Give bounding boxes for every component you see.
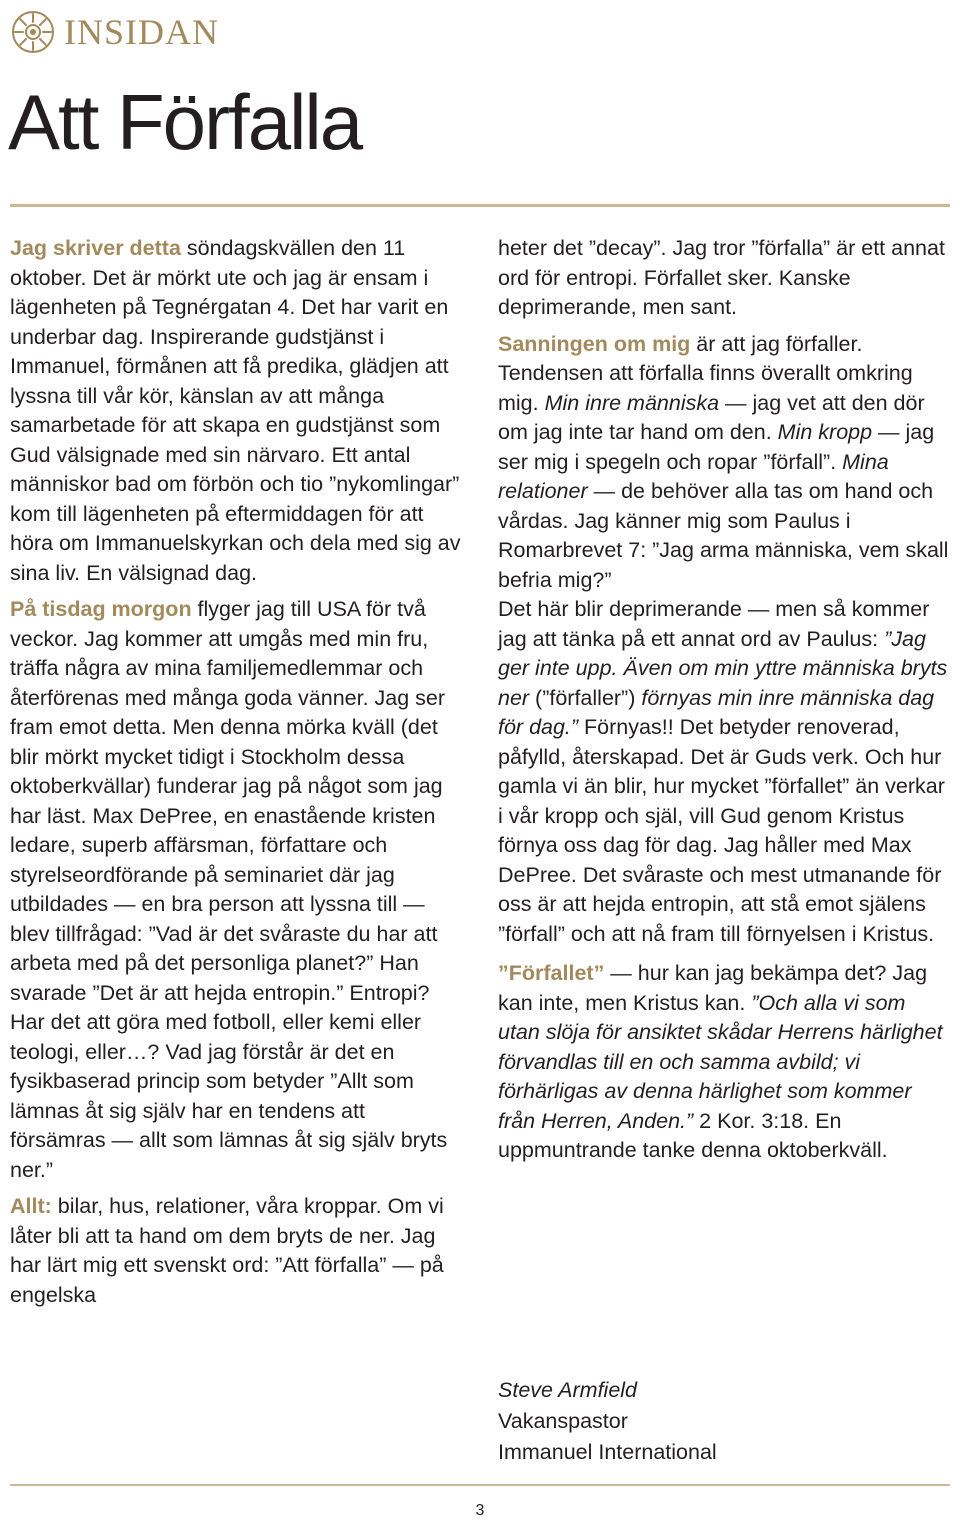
paragraph-text: Förnyas!! Det betyder renoverad, påfylld, återskapad. Det är Guds verk. Och hur gamla vi än blir, hur mycket ”förfallet” än verkar i vår kropp och själ, vill Gud genom Kristus förnya oss dag för dag. Jag håller med Max DePree. Det svåraste och mest utmanande för oss är att hejda entropin, att stå emot själens ”förfall” och att nå fram till förnyelsen i Kristus. xyxy=(498,715,945,946)
paragraph-text: är att jag förfaller. Tendensen att förfalla finns överallt omkring mig. xyxy=(498,331,913,415)
paragraph-text: bilar, hus, relationer, våra kroppar. Om vi låter bli att ta hand om dem bryts de ner. Jag har lärt mig ett svenskt ord: ”Att förfalla” — på engelska xyxy=(10,1194,444,1307)
lead-in: Jag skriver detta xyxy=(10,236,181,260)
page-header xyxy=(10,10,219,54)
paragraph-text: 2 Kor. 3:18. En uppmuntrande tanke denna oktoberkväll. xyxy=(498,1108,888,1162)
paragraph xyxy=(498,234,950,323)
brand-name: INSIDAN xyxy=(64,12,219,52)
paragraph-text: — hur kan jag bekämpa det? Jag kan inte, men Kristus kan. xyxy=(498,961,928,1015)
page-title: Att Förfalla xyxy=(8,78,362,166)
italic-text: Min inre människa xyxy=(544,390,720,415)
bottom-divider xyxy=(10,1484,950,1486)
left-column xyxy=(10,234,465,1310)
paragraph xyxy=(10,595,465,1185)
lead-in: ”Förfallet” xyxy=(498,961,605,985)
paragraph-text: — jag ser mig i spegeln och ropar ”förfall”. xyxy=(498,420,935,474)
paragraph xyxy=(10,234,465,588)
paragraph xyxy=(498,595,950,949)
lead-in: På tisdag morgon xyxy=(10,597,192,621)
paragraph xyxy=(498,959,950,1166)
page-number: 3 xyxy=(475,1502,485,1519)
lead-in: Allt: xyxy=(10,1194,52,1218)
signature-name: Steve Armfield xyxy=(498,1378,638,1402)
paragraph-text: — de behöver alla tas om hand och vårdas. Jag känner mig som Paulus i Romarbrevet 7: ”Jag arma människa, vem skall befria mig?” xyxy=(498,479,949,592)
paragraph-text: — jag vet att den dör om jag inte tar hand om den. xyxy=(498,390,925,444)
italic-text: förnyas min inre människa dag för dag.” xyxy=(498,685,935,739)
paragraph-text: Det här blir deprimerande — men så kommer jag att tänka på ett annat ord av Paulus: xyxy=(498,597,930,651)
signature-org: Immanuel International xyxy=(498,1440,717,1464)
top-divider xyxy=(10,204,950,207)
paragraph xyxy=(498,330,950,596)
lead-in: Sanningen om mig xyxy=(498,331,691,356)
italic-text: Mina relationer xyxy=(498,449,889,503)
right-column xyxy=(498,234,950,1166)
paragraph-text: söndagskvällen den 11 oktober. Det är mörkt ute och jag är ensam i lägenheten på Tegnérgatan 4. Det har varit en underbar dag. Inspirerande gudstjänst i Immanuel, förmånen att få predika, glädjen att lyssna till vår kör, känslan av att många samarbetade för att skapa en gudstjänst som Gud välsignade med sin närvaro. Ett antal människor bad om förbön och tio ”nykomlingar” kom till lägenheten på eftermiddagen för att höra om Immanuelskyrkan och dela med sig av sina liv. En välsignad dag. xyxy=(10,236,461,585)
paragraph-text: (”förfaller”) xyxy=(529,685,642,710)
paragraph-text: flyger jag till USA för två veckor. Jag kommer att umgås med min fru, träffa några av mina familjemedlemmar och återförenas med många goda vänner. Jag ser fram emot detta. Men denna mörka kväll (det blir mörkt mycket tidigt i Stockholm dessa oktoberkvällar) funderar jag på något som jag har läst. Max DePree, en enastående kristen ledare, superb affärsman, författare och styrelseordförande på seminariet där jag utbildades — en bra person att lyssna till — blev tillfrågad: ”Vad är det svåraste du har att arbeta med på det personliga planet?” Han svarade ”Det är att hejda entropin.” Entropi? Har det att göra med fotboll, eller kemi eller teologi, eller…? Vad jag förstår är det en fysikbaserad princip som betyder ”Allt som lämnas åt sig själv har en tendens att försämras — allt som lämnas åt sig själv bryts ner.” xyxy=(10,597,448,1182)
paragraph xyxy=(10,1192,465,1310)
italic-text: ”Och alla vi som utan slöja för ansiktet skådar Herrens härlighet förvandlas till en och samma avbild; vi förhärligas av denna härlighet som kommer från Herren, Anden.” xyxy=(498,990,943,1133)
italic-text: ”Jag ger inte upp. Även om min yttre människa bryts ner xyxy=(498,626,948,710)
signature-block xyxy=(498,1375,717,1468)
signature-role: Vakanspastor xyxy=(498,1409,628,1433)
sun-emblem-icon xyxy=(10,9,56,55)
paragraph-text: heter det ”decay”. Jag tror ”förfalla” är ett annat ord för entropi. Förfallet sker. Kanske deprimerande, men sant. xyxy=(498,236,945,319)
italic-text: Min kropp xyxy=(777,420,873,444)
